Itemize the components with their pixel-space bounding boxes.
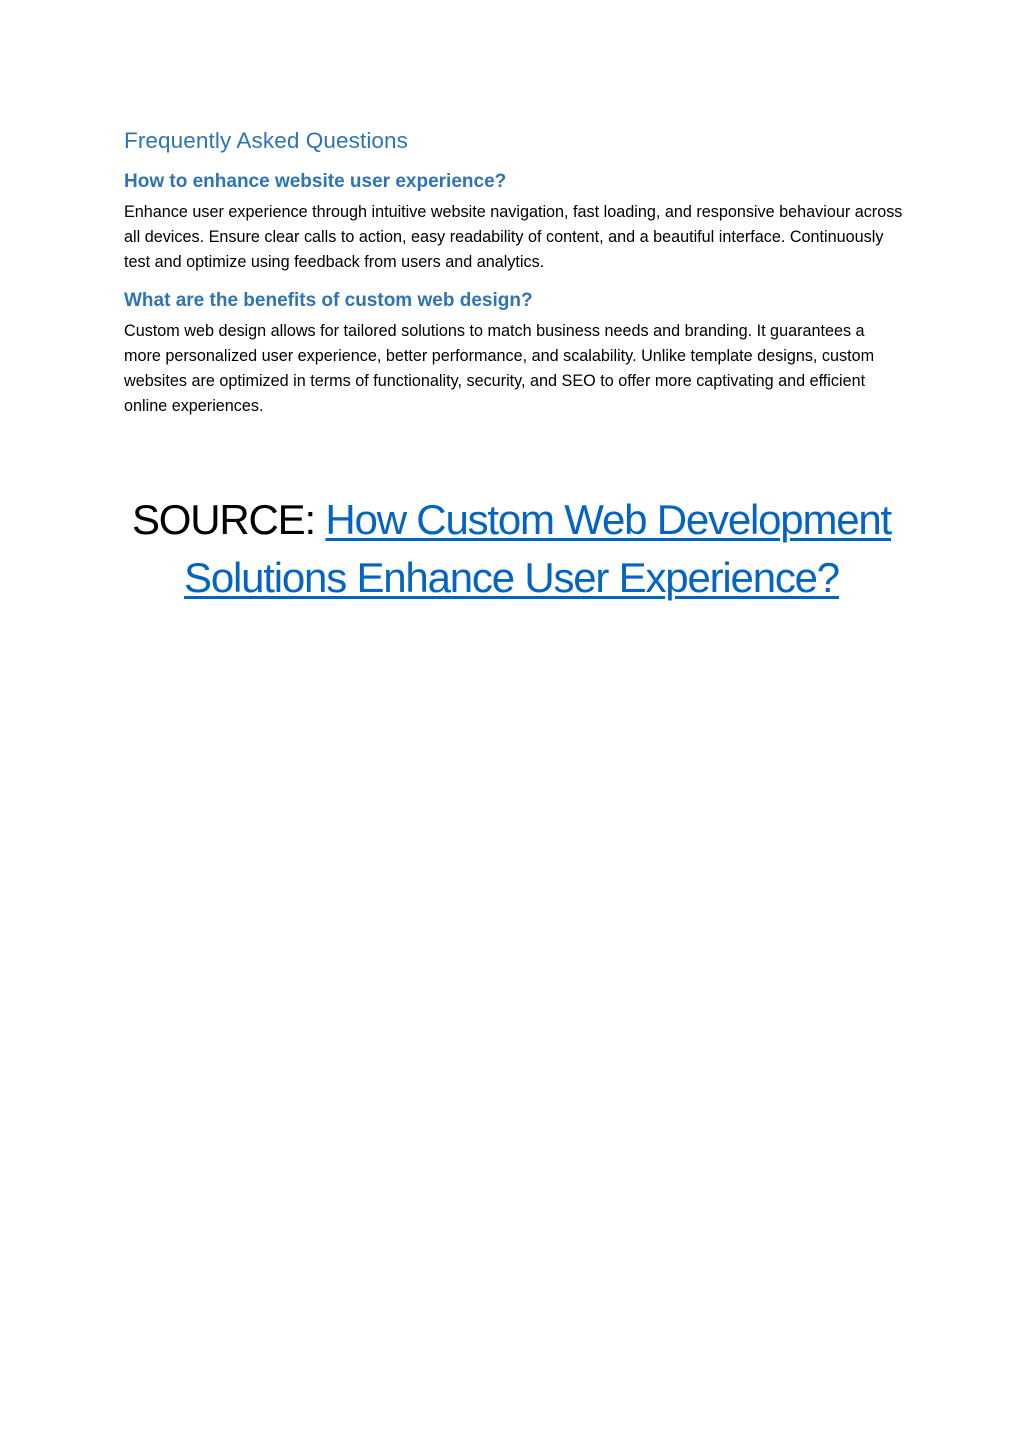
faq-item bbox=[124, 168, 904, 275]
faq-section bbox=[124, 124, 904, 419]
source-line bbox=[124, 491, 899, 607]
faq-item bbox=[124, 287, 904, 419]
faq-answer: Enhance user experience through intuitive website navigation, fast loading, and responsive behaviour across all devices. Ensure clear calls to action, easy readability of content, and a beautiful interface. Continuously test and optimize using feedback from users and analytics. bbox=[124, 203, 903, 271]
faq-question: What are the benefits of custom web design? bbox=[124, 290, 533, 311]
faq-question: How to enhance website user experience? bbox=[124, 171, 507, 192]
faq-heading: Frequently Asked Questions bbox=[124, 128, 409, 153]
source-label: SOURCE: bbox=[131, 496, 315, 543]
faq-answer: Custom web design allows for tailored solutions to match business needs and branding. It guarantees a more personalized user experience, better performance, and scalability. Unlike template designs, custom websites are optimized in terms of functionality, security, and SEO to offer more captivating and efficient online experiences. bbox=[124, 322, 875, 415]
source-link[interactable]: How Custom Web Development Solutions Enhance User Experience? bbox=[184, 496, 892, 601]
